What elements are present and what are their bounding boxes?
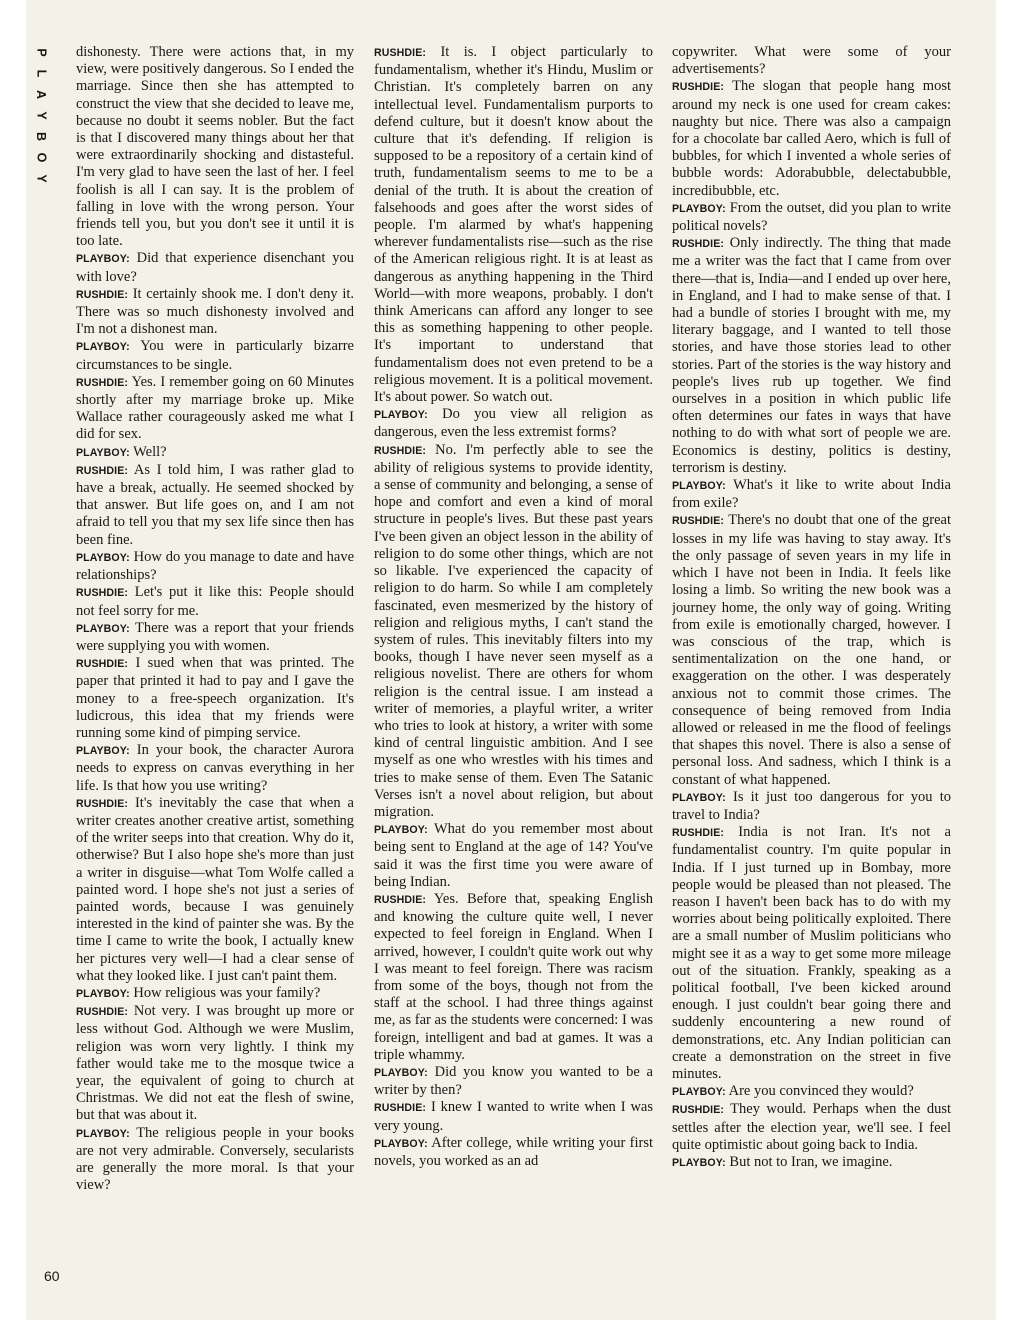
paragraph-text: After college, while writing your first novels, you worked as an ad	[374, 1134, 653, 1169]
paragraph-text: You were in particularly bizarre circumstances to be single.	[76, 338, 354, 373]
interview-paragraph	[76, 742, 354, 795]
speaker-label: RUSHDIE:	[374, 444, 427, 457]
side-letter: L	[34, 69, 49, 78]
text-column-3	[672, 44, 951, 1294]
interview-paragraph	[374, 891, 653, 1064]
speaker-label: PLAYBOY:	[76, 253, 130, 266]
interview-paragraph	[672, 1101, 951, 1154]
paragraph-text: Only indirectly. The thing that made me a writer was the fact that I came from over there—that is, India—and I ended up over here, in England, and I had to make sense of that. I had a bundle of stories I brought with me, my literary baggage, and I wanted to tell those stories, and have those stories lead to other stories. Part of the stories is the way history and people's lives rub up together. We find ourselves in a position in which public life often determines our fates in ways that have nothing to do with what sort of people we are. Economics is destiny, politics is destiny, terrorism is destiny.	[672, 235, 951, 476]
side-letter: Y	[34, 111, 49, 120]
speaker-label: PLAYBOY:	[76, 551, 130, 564]
speaker-label: PLAYBOY:	[672, 1157, 726, 1169]
speaker-label: RUSHDIE:	[672, 81, 725, 94]
speaker-label: RUSHDIE:	[76, 587, 129, 600]
paragraph-text: It's inevitably the case that when a writer creates another creative artist, something of the writer seeps into that creation. Why do it, otherwise? But I also hope she's more than just a writer in disguise—what Tom Wolfe called a painted word. I hope she's not just a series of painted words, because I was genuinely interested in the kind of painter she was. By the time I came to write the book, I actually knew her pictures very well—I had a clear sense of what they looked like. I just can't paint them.	[76, 794, 354, 984]
interview-paragraph	[76, 44, 354, 250]
paragraph-text: They would. Perhaps when the dust settles after the election year, we'll see. I feel quite optimistic about going back to India.	[672, 1101, 951, 1153]
speaker-label: PLAYBOY:	[76, 446, 130, 459]
speaker-label: RUSHDIE:	[76, 1006, 129, 1019]
interview-paragraph	[76, 444, 354, 462]
text-column-2	[374, 44, 653, 1294]
speaker-label: PLAYBOY:	[76, 987, 130, 1000]
paragraph-text: There's no doubt that one of the great losses in my life was having to stay away. It's the only passage of seven years in my life in which I have not been in India. It feels like losing a limb. So writing the new book was a journey home, the only way of going. Writing from exile is emotionally charged, however. I was conscious of the trap, which is sentimentalization on the one hand, or exaggeration on the other. I was desperately anxious not to commit those crimes. The consequence of being removed from India allowed or released in me the flood of feelings that shapes this novel. There is also a sense of personal loss. And sadness, which I think is a constant of what happened.	[672, 512, 951, 788]
speaker-label: RUSHDIE:	[76, 376, 129, 389]
speaker-label: RUSHDIE:	[374, 893, 427, 906]
interview-paragraph	[76, 374, 354, 444]
paragraph-text: The slogan that people hang most around my neck is one used for cream cakes: naughty but nice. There was also a campaign for a chocolate bar called Aero, which is full of bubbles, for which I invented a whole series of bubble words: Adorabubble, delectabubble, incredibubble, etc.	[672, 78, 951, 199]
interview-paragraph	[76, 655, 354, 742]
interview-paragraph	[374, 1099, 653, 1134]
speaker-label: PLAYBOY:	[672, 791, 726, 804]
paragraph-text: Did you know you wanted to be a writer by then?	[374, 1063, 653, 1099]
interview-paragraph	[672, 824, 951, 1083]
speaker-label: RUSHDIE:	[672, 1104, 725, 1117]
speaker-label: PLAYBOY:	[672, 480, 726, 493]
paragraph-text: Do you view all religion as dangerous, even the less extremist forms?	[374, 406, 653, 441]
speaker-label: PLAYBOY:	[672, 1086, 726, 1099]
interview-paragraph	[76, 286, 354, 339]
interview-paragraph	[76, 1125, 354, 1195]
speaker-label: RUSHDIE:	[76, 464, 129, 477]
interview-paragraph	[672, 235, 951, 477]
interview-paragraph	[672, 200, 951, 235]
side-letter: Y	[34, 174, 49, 183]
side-letter: O	[34, 152, 49, 163]
speaker-label: PLAYBOY:	[76, 745, 130, 758]
paragraph-text: dishonesty. There were actions that, in my view, were positively dangerous. So I ended the marriage. Since then she has attempted to construct the view that she decided to leave me, because no doubt it seems nobler. But the fact is that I discovered many things about her that were extraordinarily shocking and distasteful. I'm very glad to have seen the last of her. I feel foolish is all I can say. It is the problem of falling in love with the wrong person. Your friends tell you, but you don't see it until it is too late.	[76, 44, 354, 250]
speaker-label: RUSHDIE:	[672, 238, 725, 251]
interview-paragraph	[374, 1135, 653, 1170]
paragraph-text: It certainly shook me. I don't deny it. There was so much dishonesty involved and I'm not a dishonest man.	[76, 285, 354, 338]
magazine-name-vertical	[30, 42, 52, 189]
speaker-label: PLAYBOY:	[374, 824, 428, 837]
interview-paragraph	[672, 1154, 951, 1172]
paragraph-text: How do you manage to date and have relationships?	[76, 548, 354, 584]
paragraph-text: Did that experience disenchant you with love?	[76, 250, 354, 285]
page-number: 60	[44, 1268, 60, 1284]
speaker-label: RUSHDIE:	[76, 658, 129, 671]
paragraph-text: No. I'm perfectly able to see the ability of religious systems to provide identity, a sense of community and belonging, a sense of hope and comfort and even a kind of moral structure in people's lives. But these past years I've been given an object lesson in the ability of religion to do some other things, which are not so likable. I've experienced the capacity of religion to do harm. So while I am completely fascinated, even mesmerized by the history of religion and religious myths, I can't stand the system of rules. This inevitably filters into my books, though I have never seen myself as a religious novelist. There are others for whom religion is the central issue. I am instead a writer of memories, a playful writer, a writer who tries to look at history, a writer with some kind of central linguistic ambition. And I see myself as one who wrestles with his times and tries to make sense of them. Even The Satanic Verses isn't a novel about religion, but about migration.	[374, 441, 653, 820]
speaker-label: PLAYBOY:	[76, 1127, 130, 1140]
paragraph-text: What's it like to write about India from exile?	[672, 477, 951, 512]
paragraph-text: Let's put it like this: People should not feel sorry for me.	[76, 584, 354, 619]
paragraph-text: copywriter. What were some of your advertisements?	[672, 44, 951, 78]
interview-paragraph	[672, 512, 951, 788]
paragraph-text: It is. I object particularly to fundamentalism, whether it's Hindu, Muslim or Christian. It's completely barren on any intellectual level. Fundamentalism purports to defend culture, but it doesn't know about the culture that it's defending. If religion is supposed to be a repository of a certain kind of truth, fundamentalism seems to me to be a denial of the truth. It is about the creation of falsehoods and goes after the worst sides of people. I'm alarmed by what's happening wherever fundamentalists rise—such as the rise of the American religious right. It is at least as dangerous as anything happening in the Third World—with more weapons, probably. I don't think Americans can afford any longer to see this as something happening to other people. It's important to understand that fundamentalism does not even pretend to be a religious movement. It is a political movement. It's about power. So watch out.	[374, 44, 653, 406]
speaker-label: PLAYBOY:	[672, 202, 726, 215]
interview-paragraph	[374, 821, 653, 891]
interview-paragraph	[76, 462, 354, 549]
side-letter: P	[34, 48, 49, 57]
speaker-label: PLAYBOY:	[76, 622, 130, 635]
interview-paragraph	[672, 78, 951, 199]
speaker-label: PLAYBOY:	[374, 1137, 428, 1150]
paragraph-text: The religious people in your books are not very admirable. Conversely, secularists are generally the more moral. Is that your view?	[76, 1124, 354, 1194]
interview-paragraph	[374, 442, 653, 821]
paragraph-text: Yes. I remember going on 60 Minutes shortly after my marriage broke up. Mike Wallace rather courageously asked me what I did for sex.	[76, 373, 354, 443]
interview-paragraph	[76, 985, 354, 1003]
interview-paragraph	[76, 584, 354, 619]
paragraph-text: In your book, the character Aurora needs to express on canvas everything in her life. Is that how you use writing?	[76, 742, 354, 794]
interview-paragraph	[76, 1003, 354, 1124]
paragraph-text: But not to Iran, we imagine.	[729, 1154, 893, 1170]
speaker-label: RUSHDIE:	[374, 1102, 427, 1115]
interview-paragraph	[76, 549, 354, 584]
interview-paragraph	[76, 620, 354, 655]
interview-paragraph	[672, 1083, 951, 1101]
paragraph-text: Well?	[133, 443, 167, 460]
speaker-label: RUSHDIE:	[672, 827, 725, 840]
paragraph-text: I knew I wanted to write when I was very young.	[374, 1099, 653, 1134]
interview-paragraph	[672, 44, 951, 78]
paragraph-text: Yes. Before that, speaking English and knowing the culture quite well, I never expected to feel foreign in England. When I arrived, however, I couldn't quite work out why I was meant to feel foreign. There was racism from some of the boys, though not from the staff at the school. I had three things against me, as far as the students were concerned: I was foreign, intelligent and bad at games. It was a triple whammy.	[374, 890, 653, 1063]
interview-paragraph	[374, 44, 653, 406]
speaker-label: RUSHDIE:	[374, 47, 427, 59]
interview-paragraph	[76, 795, 354, 985]
speaker-label: PLAYBOY:	[76, 341, 130, 354]
paragraph-text: India is not Iran. It's not a fundamentalist country. I'm quite popular in India. If I just turned up in Bombay, more people would be pleased than not pleased. The reason I haven't been back has to do with my worries about being politically exploited. There are a small number of Muslim politicians who might see it as a way to get some more mileage out of the situation. Frankly, speaking as a political football, I've been kicked around enough. I just couldn't bear going there and suddenly encountering a new round of demonstrations, etc. Any Indian politician can create a demonstration on the street in five minutes.	[672, 824, 951, 1082]
speaker-label: RUSHDIE:	[76, 797, 129, 810]
paragraph-text: Are you convinced they would?	[728, 1083, 914, 1100]
speaker-label: RUSHDIE:	[672, 515, 725, 528]
paragraph-text: There was a report that your friends were supplying you with women.	[76, 619, 354, 654]
interview-paragraph	[76, 338, 354, 373]
paragraph-text: I sued when that was printed. The paper that printed it had to pay and I gave the money to a free-speech organization. It's ludicrous, this idea that my friends were running some kind of pimping service.	[76, 655, 354, 741]
paragraph-text: How religious was your family?	[133, 984, 321, 1001]
paragraph-text: As I told him, I was rather glad to have a break, actually. He seemed shocked by that answer. But life goes on, and I am not afraid to tell you that my sex life since then has been fine.	[76, 461, 354, 548]
speaker-label: PLAYBOY:	[374, 409, 428, 422]
speaker-label: RUSHDIE:	[76, 288, 129, 301]
interview-paragraph	[374, 406, 653, 441]
interview-paragraph	[672, 477, 951, 512]
interview-paragraph	[672, 789, 951, 824]
speaker-label: PLAYBOY:	[374, 1066, 428, 1079]
paragraph-text: Is it just too dangerous for you to travel to India?	[672, 788, 951, 823]
side-letter: A	[34, 89, 49, 100]
text-column-1	[76, 44, 354, 1294]
paragraph-text: From the outset, did you plan to write political novels?	[672, 199, 951, 235]
interview-paragraph	[76, 250, 354, 285]
side-letter: B	[34, 131, 49, 142]
paragraph-text: What do you remember most about being sent to England at the age of 14? You've said it was the first time you were aware of being Indian.	[374, 821, 653, 890]
paragraph-text: Not very. I was brought up more or less without God. Although we were Muslim, religion was worn very lightly. I think my father would take me to the mosque twice a year, the equivalent of going to church at Christmas. We did not eat the flesh of swine, but that was about it.	[76, 1003, 354, 1124]
interview-paragraph	[374, 1064, 653, 1099]
